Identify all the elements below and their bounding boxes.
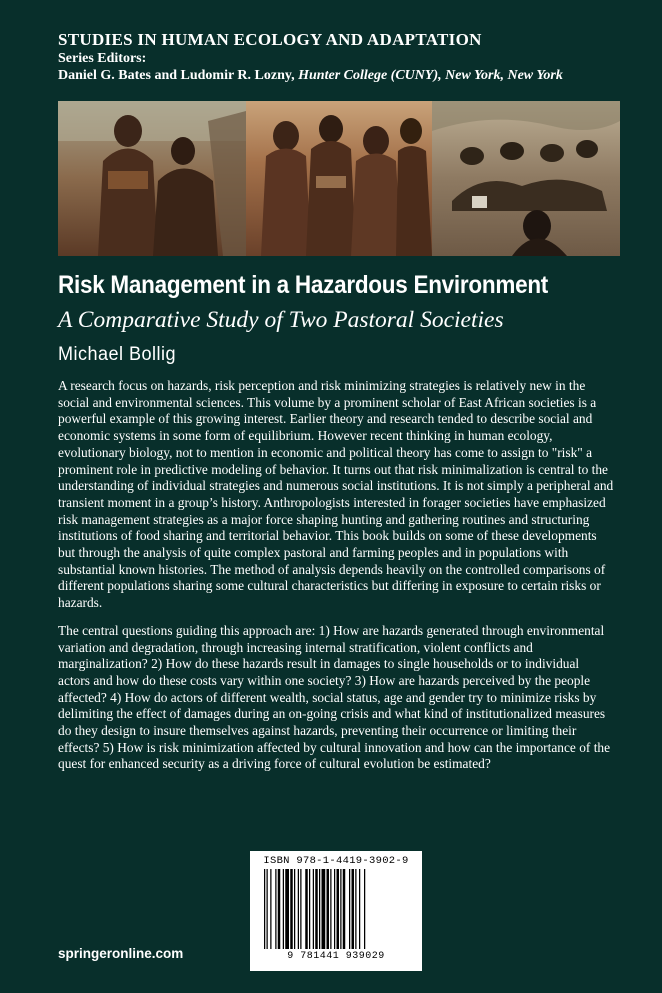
photo-3: [432, 101, 620, 256]
photo-2: [246, 101, 432, 256]
book-subtitle: A Comparative Study of Two Pastoral Societies: [58, 307, 504, 333]
barcode-number: 9 781441 939029: [287, 951, 385, 962]
publisher-url: springeronline.com: [58, 946, 184, 961]
series-editors-affiliation: Hunter College (CUNY), New York, New York: [298, 68, 563, 83]
series-editors-names: Daniel G. Bates and Ludomir R. Lozny,: [58, 68, 295, 83]
photo-1: [58, 101, 246, 256]
series-editors-line: [58, 67, 638, 84]
series-title: STUDIES IN HUMAN ECOLOGY AND ADAPTATION: [58, 30, 482, 49]
book-title: Risk Management in a Hazardous Environment: [58, 271, 549, 299]
blurb-paragraph-1: A research focus on hazards, risk perception and risk minimizing strategies is relatively new in the social and environmental sciences. This volume by a prominent scholar of East African societies is a powerful example of this growing interest. Earlier theory and research tended to describe social and economic systems in some form of equilibrium. However recent thinking in human ecology, evolutionary biology, not to mention in economic and political theory has come to assign to "risk" a prominent role in predictive modeling of behavior. It turns out that risk minimalization is central to the understanding of individual strategies and numerous social institutions. It is not simply a peripheral and transient moment in a group’s history. Anthropologists interested in forager societies have emphasized risk management strategies as a major force shaping hunting and gathering routines and structuring institutions of food sharing and territorial behavior. This book builds on some of these developments but through the analysis of quite complex pastoral and farming peoples and in populations with substantial known histories. The method of analysis depends heavily on the controlled comparisons of different populations sharing some cultural characteristics but differing in exposure to certain risks or hazards.: [58, 378, 614, 611]
blurb: [58, 378, 614, 784]
barcode-bars: [264, 869, 408, 949]
blurb-paragraph-2: The central questions guiding this approach are: 1) How are hazards generated through environmental variation and degradation, through increasing internal stratification, violent conflicts and marginalization? 2) How do these hazards result in damages to single households or to individual actors and how do these costs vary within one society? 3) How are hazards perceived by the people affected? 4) How do actors of different wealth, social status, age and gender try to minimize risks by delimiting the effect of damages during an on-going crisis and what kind of institutionalized measures do they design to insure themselves against hazards, preventing their occurrence or limiting their effects? 5) How is risk minimization affected by cultural innovation and how can the importance of the quest for enhanced security as a driving force of cultural evolution be estimated?: [58, 622, 611, 772]
series-editors-label: Series Editors:: [58, 51, 147, 66]
photo-strip: [58, 101, 620, 256]
series-header: [58, 30, 638, 84]
isbn-label: ISBN 978-1-4419-3902-9: [263, 855, 409, 867]
barcode-box: [250, 851, 422, 971]
author-name: Michael Bollig: [58, 344, 177, 365]
